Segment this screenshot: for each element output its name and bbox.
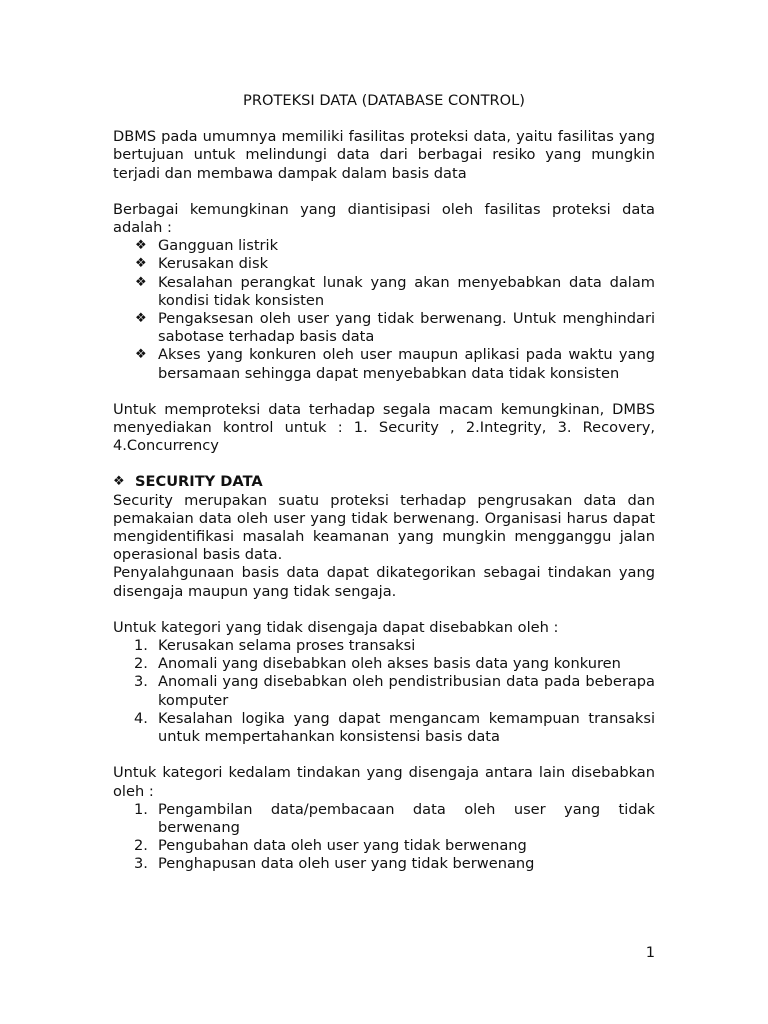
list-item-text: Anomali yang disebabkan oleh akses basis data yang konkuren [158, 655, 621, 673]
list-item [135, 273, 655, 310]
page-number: 1 [645, 944, 655, 961]
list-number: 3. [134, 855, 148, 873]
list-item [134, 855, 655, 873]
list-item-text: Pengambilan data/pembacaan data oleh user yang tidak berwenang [158, 800, 655, 836]
intro-paragraph: DBMS pada umumnya memiliki fasilitas proteksi data, yaitu fasilitas yang bertujuan untuk melindungi data dari berbagai resiko yang mungkin terjadi dan membawa dampak dalam basis data [113, 128, 655, 182]
list-item [134, 800, 655, 837]
list-item [135, 346, 655, 382]
diamond-bullet-icon: ❖ [135, 238, 147, 254]
diamond-bullet-icon: ❖ [135, 347, 147, 363]
list-item [134, 709, 655, 746]
list-item [134, 637, 655, 655]
list-item-text: Gangguan listrik [158, 237, 279, 255]
list-item-text: Kesalahan perangkat lunak yang akan menyebabkan data dalam kondisi tidak konsisten [158, 273, 655, 309]
list-item-text: Kerusakan selama proses transaksi [158, 637, 416, 655]
diamond-bullet-icon: ❖ [135, 311, 147, 327]
risks-list [113, 237, 655, 383]
list-number: 3. [134, 673, 148, 691]
document-body [113, 92, 655, 874]
diamond-bullet-icon: ❖ [113, 474, 125, 490]
list-item-text: Kesalahan logika yang dapat mengancam kemampuan transaksi untuk mempertahankan konsistensi basis data [158, 709, 655, 746]
intentional-intro: Untuk kategori kedalam tindakan yang disengaja antara lain disebabkan oleh : [113, 764, 655, 800]
diamond-bullet-icon: ❖ [135, 256, 147, 272]
list-number: 1. [134, 800, 148, 818]
list-item [135, 237, 655, 255]
spacer [113, 183, 655, 201]
spacer [113, 746, 655, 764]
unintentional-list [113, 637, 655, 746]
list-number: 1. [134, 637, 148, 655]
list-item [134, 837, 655, 855]
list-item-text: Pengubahan data oleh user yang tidak berwenang [158, 837, 527, 855]
list-item-text: Penghapusan data oleh user yang tidak berwenang [158, 855, 535, 873]
list-number: 4. [134, 709, 148, 727]
list-item-text: Pengaksesan oleh user yang tidak berwenang. Untuk menghindari sabotase terhadap basis data [158, 310, 655, 346]
list-number: 2. [134, 655, 148, 673]
security-heading-text: SECURITY DATA [135, 473, 263, 491]
diamond-bullet-icon: ❖ [135, 274, 147, 290]
document-title: PROTEKSI DATA (DATABASE CONTROL) [243, 92, 525, 109]
intentional-list [113, 801, 655, 874]
risks-intro: Berbagai kemungkinan yang diantisipasi oleh fasilitas proteksi data adalah : [113, 200, 655, 237]
list-item-text: Akses yang konkuren oleh user maupun aplikasi pada waktu yang bersamaan sehingga dapat menyebabkan data tidak konsisten [158, 346, 655, 382]
controls-paragraph: Untuk memproteksi data terhadap segala macam kemungkinan, DMBS menyediakan kontrol untuk : 1. Security , 2.Integrity, 3. Recovery, 4.Concurrency [113, 400, 655, 455]
unintentional-intro: Untuk kategori yang tidak disengaja dapat disebabkan oleh : [113, 618, 559, 636]
list-item [135, 255, 655, 273]
list-item [134, 673, 655, 709]
spacer [113, 383, 655, 401]
security-paragraph: Security merupakan suatu proteksi terhadap pengrusakan data dan pemakaian data oleh user yang tidak berwenang. Organisasi harus dapat mengidentifikasi masalah keamanan yang mungkin mengganggu jalan operasional basis data. [113, 491, 655, 564]
list-item-text: Anomali yang disebabkan oleh pendistribusian data pada beberapa komputer [158, 673, 655, 709]
list-item-text: Kerusakan disk [158, 255, 269, 273]
list-item [134, 655, 655, 673]
misuse-paragraph: Penyalahgunaan basis data dapat dikategorikan sebagai tindakan yang disengaja maupun yang tidak sengaja. [113, 564, 655, 600]
spacer [113, 601, 655, 619]
security-section-heading [113, 473, 655, 491]
list-item [135, 310, 655, 346]
spacer [113, 455, 655, 473]
list-number: 2. [134, 837, 148, 855]
